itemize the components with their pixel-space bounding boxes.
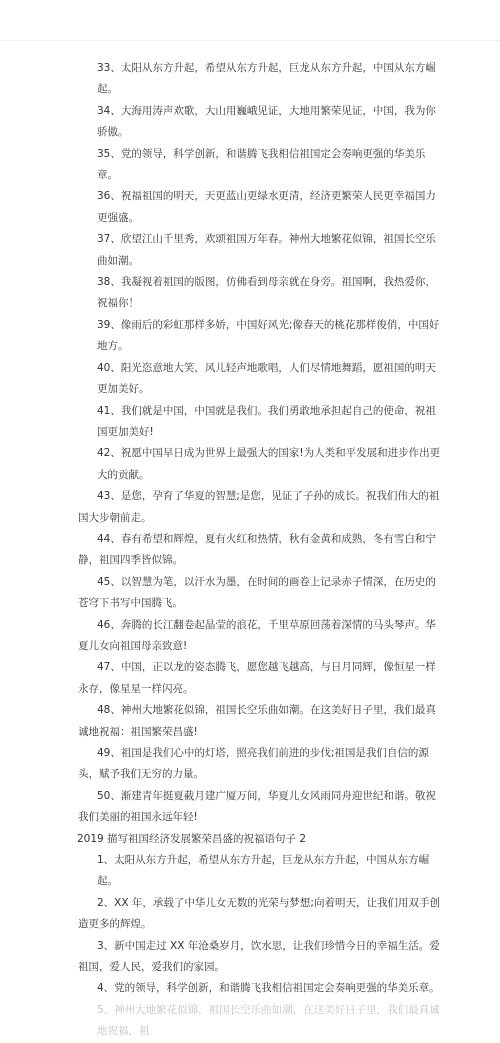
list-item: 41、我们就是中国，中国就是我们。我们勇敢地承担起自己的使命，祝祖国更加美好! [97,404,436,438]
list-item: 37、欣望江山千里秀，欢颂祖国万年春。神州大地繁花似锦，祖国长空乐曲如潮。 [97,233,436,267]
top-divider [0,40,500,41]
list-item: 4、党的领导，科学创新，和谐腾飞我相信祖国定会奏响更强的华美乐章。 [97,982,440,995]
list-item: 3、新中国走过 XX 年沧桑岁月，饮水思，让我们珍惜今日的幸福生活。爱祖国，爱人民，爱我们的家园。 [78,939,440,974]
list-item: 33、太阳从东方升起，希望从东方升起，巨龙从东方升起，中国从东方崛起。 [97,62,436,96]
list-item: 2、XX 年，承载了中华儿女无数的光荣与梦想;向着明天，让我们用双手创造更多的辉煌。 [78,896,440,931]
list-item: 40、阳光恣意地大笑，风儿轻声地歌唱，人们尽情地舞蹈，愿祖国的明天更加美好。 [97,361,436,396]
list-item: 45、以智慧为笔，以汗水为墨，在时间的画卷上记录赤子情深，在历史的苍穹下书写中国腾飞。 [78,575,436,610]
section-list [78,850,444,1043]
list-item: 46、奔腾的长江翻卷起晶莹的浪花，千里草原回荡着深情的马头琴声。华夏儿女向祖国母亲致意! [78,618,436,652]
list-item: 36、祝福祖国的明天，天更蓝山更绿水更清，经济更繁荣人民更幸福国力更强盛。 [97,190,436,224]
blessing-list [78,58,444,829]
list-item: 43、是您，孕育了华夏的智慧;是您，见证了子孙的成长。祝我们伟大的祖国大步朝前走。 [78,490,440,524]
section-title: 2019 描写祖国经济发展繁荣昌盛的祝福语句子 2 [77,832,307,845]
list-item: 38、我凝视着祖国的版图，仿佛看到母亲就在身旁。祖国啊，我热爱你，祝福你！ [97,276,436,310]
list-item: 39、像雨后的彩虹那样多娇，中国好风光;像春天的桃花那样俊俏，中国好地方。 [97,318,440,353]
list-item: 1、太阳从东方升起，希望从东方升起，巨龙从东方升起，中国从东方崛起。 [97,854,430,888]
list-item: 49、祖国是我们心中的灯塔，照亮我们前进的步伐;祖国是我们自信的源头，赋予我们无穷的力量。 [78,747,429,781]
list-item: 48、神州大地繁花似锦，祖国长空乐曲如潮。在这美好日子里，我们最真诚地祝福：祖国繁荣昌盛! [78,704,436,738]
list-item: 50、渐建青年挺夏截月建广厦万间，华夏儿女风雨同舟迎世纪和谐。敬祝我们美丽的祖国永远年轻! [78,789,436,824]
list-item: 47、中国，正以龙的姿态腾飞，愿您越飞越高，与日月同辉，像恒星一样永存，像星星一样闪亮。 [78,661,436,695]
list-item: 5、神州大地繁花似锦，祖国长空乐曲如潮，在这美好日子里，我们最真诚地祝福，祖 [97,1003,440,1038]
list-item: 44、春有希望和辉煌，夏有火红和热情，秋有金黄和成熟，冬有雪白和宁静，祖国四季皆似锦。 [78,532,436,567]
list-item: 35、党的领导，科学创新，和谐腾飞我相信祖国定会奏响更强的华美乐章。 [97,147,426,182]
list-item: 42、祝愿中国早日成为世界上最强大的国家!为人类和平发展和进步作出更大的贡献。 [97,447,441,481]
list-item: 34、大海用涛声欢歌，大山用巍峨见证，大地用繁荣见证，中国，我为你骄傲。 [97,104,436,139]
